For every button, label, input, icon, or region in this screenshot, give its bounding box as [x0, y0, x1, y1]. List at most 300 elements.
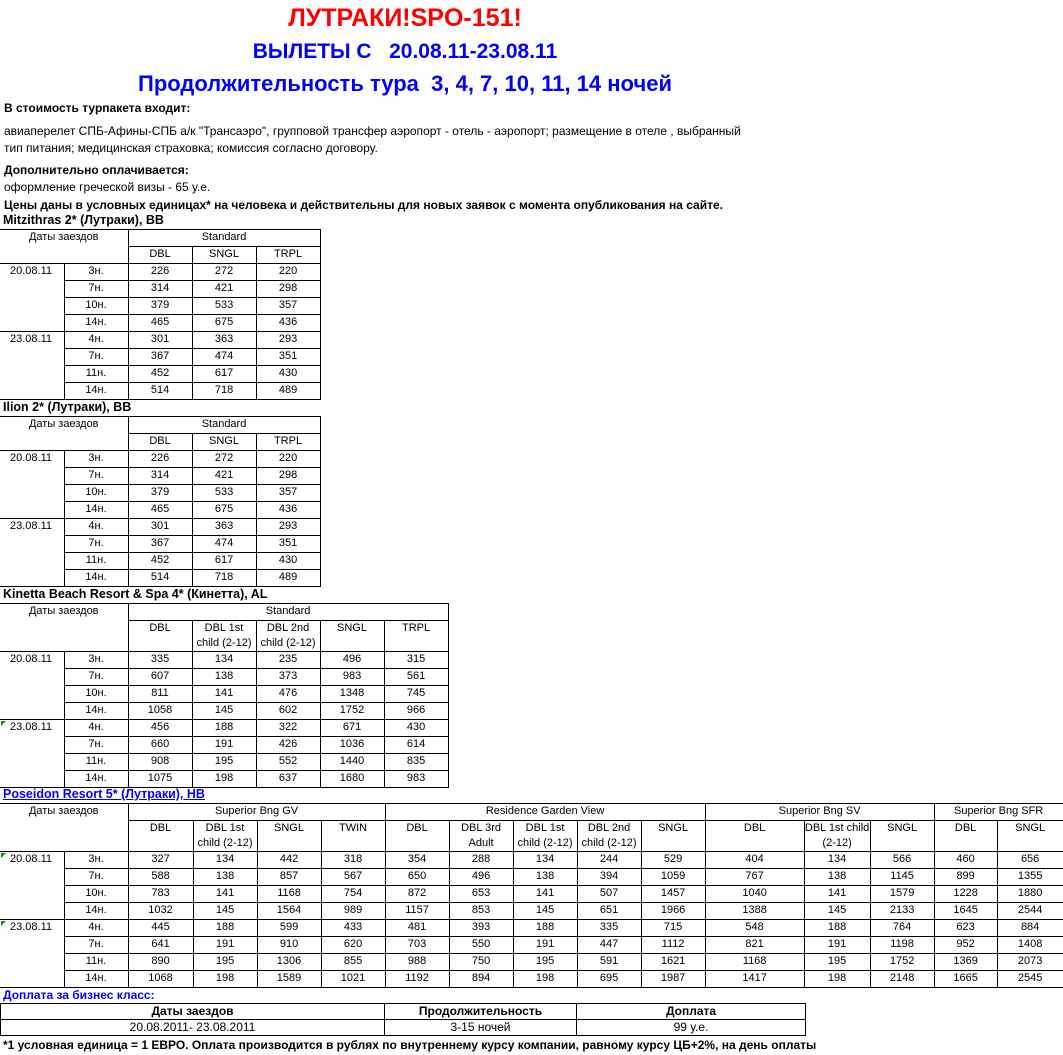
price-cell: 188 [513, 920, 577, 937]
nights: 4н. [64, 920, 128, 937]
price-cell: 1021 [321, 971, 385, 988]
price-cell: 1348 [320, 686, 384, 703]
price-cell: 188 [193, 920, 257, 937]
price-cell: 357 [256, 485, 320, 502]
price-cell: 322 [256, 720, 320, 737]
price-cell: 767 [705, 869, 804, 886]
table-row [0, 852, 1063, 869]
price-cell: 1068 [128, 971, 193, 988]
nights: 7н. [64, 669, 128, 686]
price-cell: 188 [804, 920, 870, 937]
price-cell: 884 [997, 920, 1063, 937]
column-header: SNGL [870, 821, 934, 852]
price-cell: 1417 [705, 971, 804, 988]
price-cell: 141 [192, 686, 256, 703]
price-cell: 198 [513, 971, 577, 988]
table-row [0, 264, 320, 281]
column-header-row [0, 621, 448, 652]
price-cell: 855 [321, 954, 385, 971]
nights: 3н. [64, 652, 128, 669]
price-cell: 1680 [320, 771, 384, 788]
price-cell: 272 [192, 451, 256, 468]
column-header: SNGL [192, 434, 256, 451]
column-header-row [0, 434, 320, 451]
dates-header: Даты заездов [0, 230, 128, 247]
price-cell: 430 [256, 366, 320, 383]
price-cell: 357 [256, 298, 320, 315]
hotel-name: Kinetta Beach Resort & Spa 4* (Кинетта), AL [3, 587, 268, 601]
price-cell: 514 [128, 570, 192, 587]
nights: 14н. [64, 502, 128, 519]
price-cell: 293 [256, 519, 320, 536]
price-cell: 1408 [997, 937, 1063, 954]
nights: 3н. [64, 852, 128, 869]
price-cell: 507 [577, 886, 641, 903]
price-cell: 195 [513, 954, 577, 971]
price-cell: 1440 [320, 754, 384, 771]
price-cell: 318 [321, 852, 385, 869]
business-class-title: Доплата за бизнес класс: [3, 988, 155, 1002]
table-row [0, 903, 1063, 920]
price-cell: 599 [257, 920, 321, 937]
price-cell: 235 [256, 652, 320, 669]
price-cell: 288 [449, 852, 513, 869]
price-cell: 614 [384, 737, 448, 754]
price-cell: 188 [192, 720, 256, 737]
price-cell: 421 [192, 281, 256, 298]
column-header: DBL [128, 821, 193, 852]
table-row [0, 669, 448, 686]
price-cell: 952 [934, 937, 997, 954]
price-cell: 1040 [705, 886, 804, 903]
price-cell: 272 [192, 264, 256, 281]
price-cell: 327 [128, 852, 193, 869]
price-cell: 529 [641, 852, 705, 869]
price-cell: 460 [934, 852, 997, 869]
room-type-header: Standard [128, 604, 448, 621]
price-cell: 141 [513, 886, 577, 903]
table-row [0, 686, 448, 703]
price-cell: 2073 [997, 954, 1063, 971]
price-cell: 335 [128, 652, 192, 669]
column-header: DBL [934, 821, 997, 852]
price-cell: 857 [257, 869, 321, 886]
price-cell: 191 [193, 937, 257, 954]
column-header: SNGL [257, 821, 321, 852]
table-row [0, 937, 1063, 954]
price-cell: 2544 [997, 903, 1063, 920]
price-cell: 548 [705, 920, 804, 937]
price-cell: 367 [128, 536, 192, 553]
price-cell: 226 [128, 451, 192, 468]
table-row [0, 703, 448, 720]
column-header: DBL 1st child (2-12) [513, 821, 577, 852]
nights: 14н. [64, 971, 128, 988]
price-cell: 442 [257, 852, 321, 869]
table-row [0, 754, 448, 771]
table-row [0, 451, 320, 468]
column-header: DBL 1st child (2-12) [804, 821, 870, 852]
column-header: SNGL [997, 821, 1063, 852]
price-cell: 675 [192, 502, 256, 519]
price-cell: 2133 [870, 903, 934, 920]
price-cell: 489 [256, 570, 320, 587]
column-header: DBL [705, 821, 804, 852]
price-cell: 134 [192, 652, 256, 669]
nights: 7н. [64, 468, 128, 485]
price-cell: 465 [128, 502, 192, 519]
nights: 10н. [64, 886, 128, 903]
price-cell: 145 [192, 703, 256, 720]
room-type-header: Standard [128, 230, 320, 247]
price-cell: 1157 [385, 903, 449, 920]
page-title: ЛУТРАКИ!SPO-151! [288, 4, 522, 32]
price-cell: 145 [193, 903, 257, 920]
price-cell: 198 [804, 971, 870, 988]
price-cell: 1645 [934, 903, 997, 920]
room-type-header: Residence Garden View [385, 804, 705, 821]
price-cell: 452 [128, 553, 192, 570]
price-cell: 220 [256, 264, 320, 281]
price-cell: 298 [256, 281, 320, 298]
price-cell: 145 [513, 903, 577, 920]
room-type-header: Standard [128, 417, 320, 434]
price-cell: 301 [128, 519, 192, 536]
price-cell: 456 [128, 720, 192, 737]
included-line-2: тип питания; медицинская страховка; комиссия согласно договору. [4, 141, 378, 155]
arrival-date: 23.08.11 [0, 519, 64, 587]
dates-header: Даты заездов [0, 604, 128, 621]
nights: 14н. [64, 771, 128, 788]
extra-title: Дополнительно оплачивается: [4, 163, 189, 177]
price-cell: 653 [449, 886, 513, 903]
business-dates: 20.08.2011- 23.08.2011 [1, 1020, 385, 1036]
arrival-date: 23.08.11 [0, 920, 64, 988]
price-cell: 1665 [934, 971, 997, 988]
hotel-name[interactable]: Poseidon Resort 5* (Лутраки), HB [3, 787, 205, 801]
column-header: DBL 2nd child (2-12) [577, 821, 641, 852]
price-cell: 650 [385, 869, 449, 886]
business-surcharge: 99 у.е. [577, 1020, 806, 1036]
price-cell: 373 [256, 669, 320, 686]
price-cell: 244 [577, 852, 641, 869]
price-cell: 617 [192, 366, 256, 383]
price-cell: 363 [192, 332, 256, 349]
price-cell: 198 [193, 971, 257, 988]
nights: 4н. [64, 519, 128, 536]
nights: 11н. [64, 553, 128, 570]
price-cell: 1145 [870, 869, 934, 886]
price-cell: 607 [128, 669, 192, 686]
price-table [0, 229, 321, 400]
price-cell: 660 [128, 737, 192, 754]
nights: 10н. [64, 485, 128, 502]
price-cell: 220 [256, 451, 320, 468]
price-cell: 1589 [257, 971, 321, 988]
business-header-dates: Даты заездов [1, 1004, 385, 1020]
price-cell: 134 [193, 852, 257, 869]
price-cell: 1228 [934, 886, 997, 903]
arrival-date: 20.08.11 [0, 451, 64, 519]
price-cell: 452 [128, 366, 192, 383]
price-cell: 447 [577, 937, 641, 954]
price-cell: 1112 [641, 937, 705, 954]
business-header-row [1, 1004, 806, 1020]
column-header: SNGL [192, 247, 256, 264]
dates-header: Даты заездов [0, 804, 128, 821]
column-header: DBL 1st child (2-12) [193, 821, 257, 852]
room-type-header: Superior Bng SV [705, 804, 934, 821]
price-cell: 533 [192, 298, 256, 315]
business-header-surcharge: Доплата [577, 1004, 806, 1020]
tour-duration: Продолжительность тура 3, 4, 7, 10, 11, 14 ночей [138, 71, 672, 96]
nights: 7н. [64, 869, 128, 886]
footnote: *1 условная единица = 1 ЕВРО. Оплата производится в рублях по внутреннему курсу компании, равному курсу ЦБ+2%, на день оплаты [3, 1038, 817, 1052]
nights: 10н. [64, 686, 128, 703]
price-cell: 476 [256, 686, 320, 703]
price-cell: 141 [804, 886, 870, 903]
price-cell: 566 [870, 852, 934, 869]
nights: 7н. [64, 349, 128, 366]
dates-header-blank [0, 621, 128, 652]
price-cell: 1032 [128, 903, 193, 920]
price-table [0, 603, 449, 788]
price-cell: 890 [128, 954, 193, 971]
price-cell: 314 [128, 281, 192, 298]
price-cell: 983 [320, 669, 384, 686]
table-row [0, 954, 1063, 971]
header-row [0, 604, 448, 621]
column-header: TRPL [256, 434, 320, 451]
price-cell: 718 [192, 383, 256, 400]
price-cell: 533 [192, 485, 256, 502]
price-cell: 675 [192, 315, 256, 332]
price-cell: 354 [385, 852, 449, 869]
price-cell: 145 [804, 903, 870, 920]
price-cell: 514 [128, 383, 192, 400]
table-row [0, 652, 448, 669]
price-cell: 1987 [641, 971, 705, 988]
price-cell: 394 [577, 869, 641, 886]
nights: 10н. [64, 298, 128, 315]
price-cell: 2545 [997, 971, 1063, 988]
price-cell: 783 [128, 886, 193, 903]
table-row [0, 920, 1063, 937]
price-cell: 426 [256, 737, 320, 754]
included-title: В стоимость турпакета входит: [4, 101, 191, 115]
price-cell: 496 [449, 869, 513, 886]
table-row [0, 737, 448, 754]
nights: 3н. [64, 264, 128, 281]
column-header: DBL 2nd child (2-12) [256, 621, 320, 652]
table-row [0, 869, 1063, 886]
price-cell: 363 [192, 519, 256, 536]
column-header: SNGL [641, 821, 705, 852]
nights: 14н. [64, 383, 128, 400]
price-cell: 872 [385, 886, 449, 903]
price-cell: 315 [384, 652, 448, 669]
price-cell: 641 [128, 937, 193, 954]
price-cell: 1752 [320, 703, 384, 720]
column-header-row [0, 821, 1063, 852]
price-cell: 764 [870, 920, 934, 937]
price-cell: 436 [256, 315, 320, 332]
price-cell: 602 [256, 703, 320, 720]
price-cell: 754 [321, 886, 385, 903]
column-header-row [0, 247, 320, 264]
nights: 3н. [64, 451, 128, 468]
price-cell: 1457 [641, 886, 705, 903]
price-cell: 620 [321, 937, 385, 954]
price-cell: 983 [384, 771, 448, 788]
price-cell: 436 [256, 502, 320, 519]
price-table [0, 803, 1063, 988]
price-cell: 835 [384, 754, 448, 771]
price-cell: 367 [128, 349, 192, 366]
price-cell: 1752 [870, 954, 934, 971]
included-line-1: авиаперелет СПБ-Афины-СПБ а/к "Трансаэро", групповой трансфер аэропорт - отель - аэропорт; размещение в отеле , выбранный [4, 124, 741, 138]
price-cell: 821 [705, 937, 804, 954]
price-cell: 433 [321, 920, 385, 937]
table-row [0, 720, 448, 737]
price-cell: 637 [256, 771, 320, 788]
price-cell: 138 [513, 869, 577, 886]
price-cell: 141 [193, 886, 257, 903]
price-cell: 293 [256, 332, 320, 349]
price-cell: 671 [320, 720, 384, 737]
column-header: DBL 3rd Adult [449, 821, 513, 852]
nights: 11н. [64, 754, 128, 771]
price-cell: 195 [804, 954, 870, 971]
price-cell: 567 [321, 869, 385, 886]
column-header: DBL [128, 247, 192, 264]
price-cell: 379 [128, 298, 192, 315]
extra-line: оформление греческой визы - 65 у.е. [4, 180, 211, 194]
business-header-duration: Продолжительность [385, 1004, 577, 1020]
nights: 14н. [64, 315, 128, 332]
price-cell: 899 [934, 869, 997, 886]
price-cell: 552 [256, 754, 320, 771]
price-cell: 134 [804, 852, 870, 869]
column-header: TRPL [256, 247, 320, 264]
price-cell: 191 [804, 937, 870, 954]
price-cell: 195 [192, 754, 256, 771]
dates-header: Даты заездов [0, 417, 128, 434]
business-class-table [0, 1003, 806, 1036]
table-row [0, 332, 320, 349]
price-cell: 1168 [705, 954, 804, 971]
price-cell: 703 [385, 937, 449, 954]
price-cell: 588 [128, 869, 193, 886]
column-header: DBL [128, 434, 192, 451]
price-cell: 988 [385, 954, 449, 971]
table-row [0, 971, 1063, 988]
nights: 11н. [64, 366, 128, 383]
price-table [0, 416, 321, 587]
price-cell: 745 [384, 686, 448, 703]
prices-note: Цены даны в условных единицах* на человека и действительны для новых заявок с момента опубликования на сайте. [4, 198, 723, 212]
column-header: DBL [385, 821, 449, 852]
price-cell: 1058 [128, 703, 192, 720]
price-cell: 617 [192, 553, 256, 570]
business-row [1, 1020, 806, 1036]
price-cell: 1355 [997, 869, 1063, 886]
header-row [0, 804, 1063, 821]
price-cell: 191 [513, 937, 577, 954]
price-cell: 591 [577, 954, 641, 971]
price-cell: 1075 [128, 771, 192, 788]
nights: 11н. [64, 954, 128, 971]
price-cell: 1621 [641, 954, 705, 971]
price-cell: 474 [192, 536, 256, 553]
price-cell: 1036 [320, 737, 384, 754]
price-cell: 1306 [257, 954, 321, 971]
column-header: TRPL [384, 621, 448, 652]
price-cell: 404 [705, 852, 804, 869]
column-header: SNGL [320, 621, 384, 652]
arrival-date: 23.08.11 [0, 720, 64, 788]
price-cell: 656 [997, 852, 1063, 869]
column-header: TWIN [321, 821, 385, 852]
price-cell: 298 [256, 468, 320, 485]
price-cell: 445 [128, 920, 193, 937]
nights: 7н. [64, 937, 128, 954]
price-cell: 623 [934, 920, 997, 937]
price-cell: 198 [192, 771, 256, 788]
nights: 4н. [64, 332, 128, 349]
price-cell: 314 [128, 468, 192, 485]
nights: 14н. [64, 570, 128, 587]
price-cell: 1966 [641, 903, 705, 920]
price-cell: 1388 [705, 903, 804, 920]
nights: 14н. [64, 903, 128, 920]
price-cell: 351 [256, 536, 320, 553]
nights: 4н. [64, 720, 128, 737]
price-cell: 430 [256, 553, 320, 570]
hotel-name: Ilion 2* (Лутраки), BB [3, 400, 132, 414]
header-row [0, 230, 320, 247]
dates-header-blank [0, 434, 128, 451]
price-cell: 1168 [257, 886, 321, 903]
price-cell: 651 [577, 903, 641, 920]
price-cell: 1564 [257, 903, 321, 920]
price-cell: 138 [193, 869, 257, 886]
price-cell: 481 [385, 920, 449, 937]
price-cell: 1369 [934, 954, 997, 971]
price-cell: 1059 [641, 869, 705, 886]
price-cell: 695 [577, 971, 641, 988]
room-type-header: Superior Bng GV [128, 804, 385, 821]
price-cell: 301 [128, 332, 192, 349]
column-header: DBL 1st child (2-12) [192, 621, 256, 652]
table-row [0, 886, 1063, 903]
price-cell: 138 [192, 669, 256, 686]
price-cell: 1579 [870, 886, 934, 903]
price-cell: 1192 [385, 971, 449, 988]
price-cell: 226 [128, 264, 192, 281]
hotel-name: Mitzithras 2* (Лутраки), BB [3, 213, 164, 227]
price-cell: 465 [128, 315, 192, 332]
price-cell: 351 [256, 349, 320, 366]
arrival-date: 23.08.11 [0, 332, 64, 400]
price-cell: 811 [128, 686, 192, 703]
price-cell: 138 [804, 869, 870, 886]
price-cell: 910 [257, 937, 321, 954]
price-cell: 550 [449, 937, 513, 954]
price-cell: 715 [641, 920, 705, 937]
table-row [0, 519, 320, 536]
price-cell: 1880 [997, 886, 1063, 903]
